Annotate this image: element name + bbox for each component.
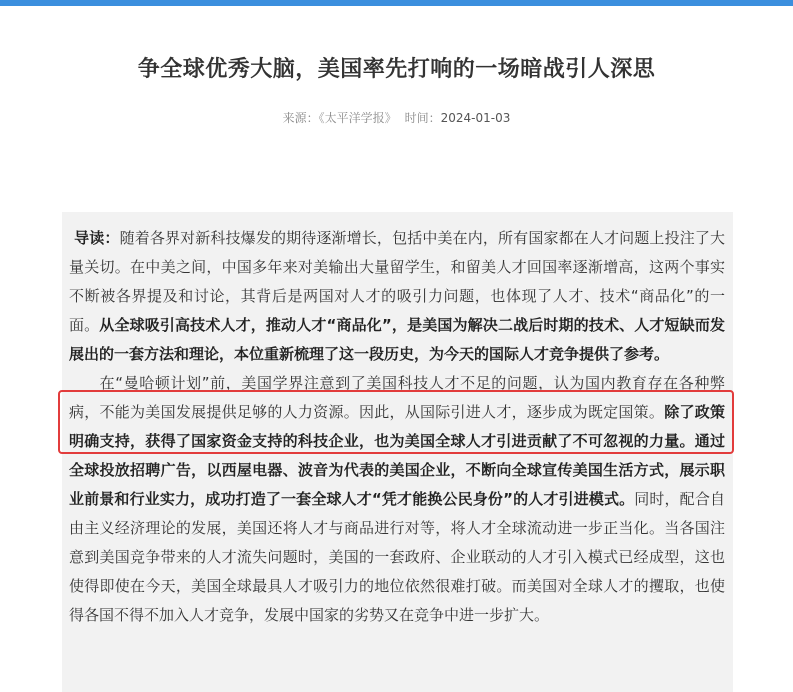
intro-bold-text: 从全球吸引高技术人才，推动人才“商品化”，是美国为解决二战后时期的技术、人才短缺而发展出的一套方法和理论，本位重新梳理了这一段历史，为今天的国际人才竞争提供了参考。 — [69, 316, 725, 363]
source-link[interactable]: 《太平洋学报》 — [318, 111, 397, 125]
publish-date: 2024-01-03 — [440, 111, 511, 125]
article-title: 争全球优秀大脑，美国率先打响的一场暗战引人深思 — [137, 57, 656, 82]
body-paragraph — [69, 369, 725, 630]
article-body — [69, 224, 725, 630]
body-text-1: 在“曼哈顿计划”前，美国学界注意到了美国科技人才不足的问题，认为国内教育存在各种弊病，不能为美国发展提供足够的人力资源。因此，从国际引进人才，逐步成为既定国策。 — [69, 374, 725, 421]
body-bold-text: 除了政策明确支持，获得了国家资金支持的科技企业，也为美国全球人才引进贡献了不可忽视的力量。通过全球投放招聘广告，以西屋电器、波音为代表的美国企业，不断向全球宣传美国生活方式，展示职业前景和行业实力，成功打造了一套全球人才“凭才能换公民身份”的人才引进模式。 — [69, 403, 725, 508]
intro-label: 导读： — [74, 229, 120, 247]
article-meta — [0, 108, 793, 128]
time-label: 时间： — [404, 111, 441, 125]
source-label: 来源： — [282, 111, 319, 125]
intro-paragraph — [69, 224, 725, 369]
body-text-2: 同时，配合自由主义经济理论的发展，美国还将人才与商品进行对等，将人才全球流动进一步正当化。当各国注意到美国竞争带来的人才流失问题时，美国的一套政府、企业联动的人才引入模式已经成型，这也使得即使在今天，美国全球最具人才吸引力的地位依然很难打破。而美国对全球人才的攫取，也使得各国不得不加入人才竞争，发展中国家的劣势又在竞争中进一步扩大。 — [69, 490, 725, 624]
top-accent-bar — [0, 0, 793, 6]
intro-text: 随着各界对新科技爆发的期待逐渐增长，包括中美在内，所有国家都在人才问题上投注了大量关切。在中美之间，中国多年来对美输出大量留学生，和留美人才回国率逐渐增高，这两个事实不断被各界提及和讨论，其背后是两国对人才的吸引力问题，也体现了人才、技术“商品化”的一面。 — [69, 229, 725, 334]
